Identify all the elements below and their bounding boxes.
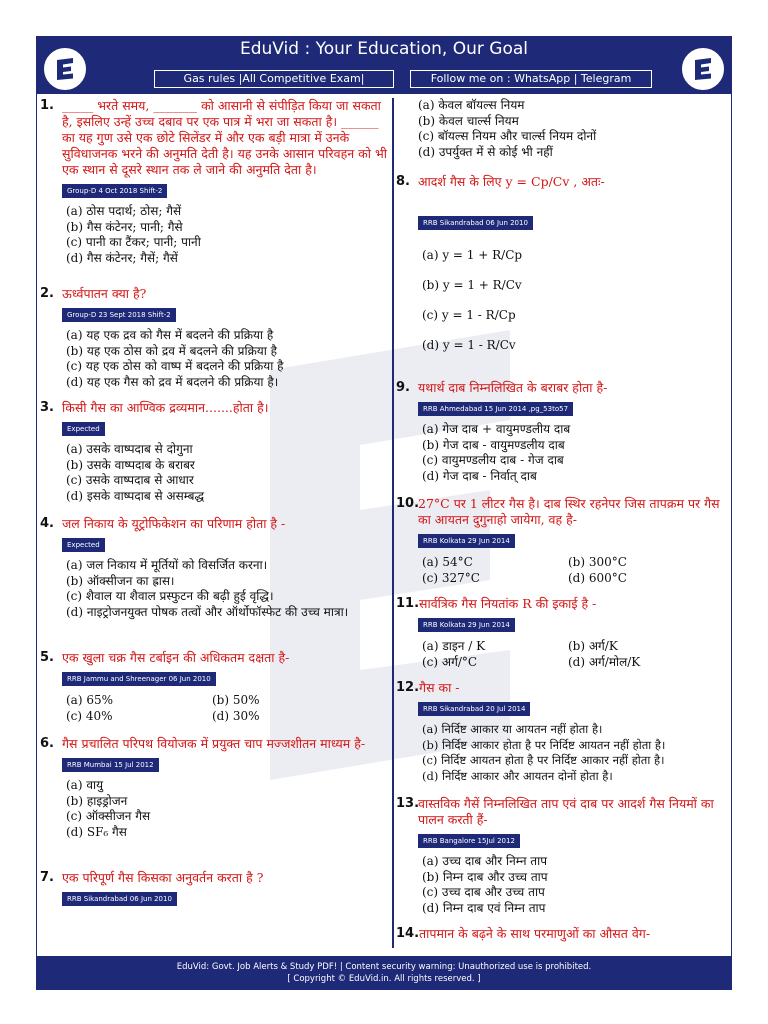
option-d[interactable]: (d) इसके वाष्पदाब से असम्बद्ध — [66, 488, 205, 503]
question-number: 13. — [396, 796, 420, 811]
question-number: 12. — [396, 680, 420, 695]
question-text: आदर्श गैस के लिए y = Cp/Cv , अतः- — [418, 174, 605, 189]
question-number: 2. — [40, 286, 54, 301]
question-5 — [40, 650, 388, 724]
exam-tag: RRB Sikandrabad 06 Jun 2010 — [418, 216, 533, 230]
question-number: 7. — [40, 870, 54, 885]
option-d[interactable]: (d) 600°C — [568, 571, 627, 585]
option-b[interactable]: (b) 50% — [212, 693, 260, 707]
question-number: 3. — [40, 400, 54, 415]
option-c[interactable]: (c) निर्दिष्ट आयतन होता है पर निर्दिष्ट आकार नहीं होता है। — [422, 753, 665, 767]
exam-tag: RRB Sikandrabad 06 Jun 2010 — [62, 892, 177, 906]
question-text: जल निकाय के यूट्रोफिकेशन का परिणाम होता है - — [62, 516, 286, 531]
question-text: वास्तविक गैसें निम्नलिखित ताप एवं दाब पर आदर्श गैस नियमों का पालन करती हैं- — [418, 796, 714, 827]
question-number: 5. — [40, 650, 54, 665]
exam-tag: Expected — [62, 422, 105, 436]
option-d[interactable]: (d) यह एक गैस को द्रव में बदलने की प्रक्रिया है। — [66, 374, 279, 389]
exam-tag: RRB Kolkata 29 Jun 2014 — [418, 534, 515, 548]
option-b[interactable]: (b) निर्दिष्ट आकार होता है पर निर्दिष्ट आयतन नहीं होता है। — [422, 737, 666, 752]
option-a[interactable]: (a) y = 1 + R/Cp — [422, 248, 523, 262]
option-a[interactable]: (a) गेज दाब + वायुमण्डलीय दाब — [422, 422, 571, 436]
option-a[interactable]: (a) 65% — [66, 693, 114, 707]
option-b[interactable]: (b) केवल चार्ल्स नियम — [418, 113, 519, 128]
option-a[interactable]: (a) जल निकाय में मूर्तियों को विसर्जित करना। — [66, 558, 268, 572]
option-b[interactable]: (b) अर्ग/K — [568, 639, 618, 653]
option-a[interactable]: (a) वायु — [66, 778, 104, 792]
option-b[interactable]: (b) उसके वाष्पदाब के बराबर — [66, 457, 195, 472]
question-text: _____ भरते समय, _______ को आसानी से संपीड़ित किया जा सकता है, इसलिए उन्हें उच्च दबाव पर एक पात्र में भरा जा सकता है। ______ का यह गुण उसे एक छोटे सिलेंडर में और एक बड़ी मात्रा में उनके सुविधाजनक भरने की अनुमति देती है। यह उनके आसान परिवहन को भी एक स्थान से दूसरे स्थान तक ले जाने की अनुमति देता है। — [62, 98, 387, 177]
question-3 — [40, 400, 388, 504]
option-b[interactable]: (b) y = 1 + R/Cv — [422, 278, 522, 292]
option-c[interactable]: (c) y = 1 - R/Cp — [422, 308, 516, 322]
option-b[interactable]: (b) निम्न दाब और उच्च ताप — [422, 869, 548, 884]
option-d[interactable]: (d) नाइट्रोजनयुक्त पोषक तत्वों और ऑर्थोफॉस्फेट की उच्च मात्रा। — [66, 604, 349, 619]
option-b[interactable]: (b) ऑक्सीजन का ह्रास। — [66, 573, 175, 588]
question-text: ऊर्ध्वपातन क्या है? — [62, 286, 147, 301]
option-a[interactable]: (a) 54°C — [422, 555, 473, 569]
option-d[interactable]: (d) गेज दाब - निर्वात् दाब — [422, 468, 537, 483]
question-8 — [396, 174, 728, 360]
question-text: एक परिपूर्ण गैस किसका अनुवर्तन करता है ? — [62, 870, 264, 885]
header-topic-chip: Gas rules |All Competitive Exam| — [154, 70, 394, 88]
question-2 — [40, 286, 388, 390]
question-text: गैस प्रचालित परिपथ वियोजक में प्रयुक्त चाप मज्जशीतन माध्यम है- — [62, 736, 366, 751]
option-c[interactable]: (c) 327°C — [422, 571, 480, 585]
question-9 — [396, 380, 728, 484]
option-c[interactable]: (c) अर्ग/°C — [422, 655, 478, 669]
option-d[interactable]: (d) निम्न दाब एवं निम्न ताप — [422, 900, 546, 915]
question-number: 1. — [40, 98, 54, 113]
question-text: किसी गैस का आण्विक द्रव्यमान.......होता है। — [62, 400, 269, 415]
question-7-options — [396, 98, 728, 160]
option-a[interactable]: (a) केवल बॉयल्स नियम — [418, 98, 525, 112]
option-c[interactable]: (c) 40% — [66, 709, 113, 723]
question-4 — [40, 516, 388, 620]
option-d[interactable]: (d) अर्ग/मोल/K — [568, 655, 641, 669]
exam-tag: RRB Kolkata 29 Jun 2014 — [418, 618, 515, 632]
option-a[interactable]: (a) निर्दिष्ट आकार या आयतन नहीं होता है। — [422, 722, 603, 736]
option-a[interactable]: (a) डाइन / K — [422, 639, 486, 653]
question-text: एक खुला चक्र गैस टर्बाइन की अधिकतम दक्षता है- — [62, 650, 290, 665]
eduvid-logo-icon — [53, 57, 77, 81]
header-title: EduVid : Your Education, Our Goal — [239, 39, 528, 59]
exam-tag: RRB Sikandrabad 20 Jul 2014 — [418, 702, 530, 716]
header-social-chip[interactable]: Follow me on : WhatsApp | Telegram — [410, 70, 652, 88]
question-number: 4. — [40, 516, 54, 531]
exam-tag: Group-D 23 Sept 2018 Shift-2 — [62, 308, 176, 322]
question-text: यथार्थ दाब निम्नलिखित के बराबर होता है- — [418, 380, 608, 395]
option-a[interactable]: (a) उसके वाष्पदाब से दोगुना — [66, 442, 193, 456]
question-10 — [396, 496, 728, 586]
column-divider — [392, 98, 394, 948]
exam-tag: RRB Jammu and Shreenager 06 Jun 2010 — [62, 672, 216, 686]
option-b[interactable]: (b) गैस कंटेनर; पानी; गैसे — [66, 219, 183, 234]
page-header — [36, 36, 732, 94]
question-14 — [396, 926, 728, 942]
option-a[interactable]: (a) यह एक द्रव को गैस में बदलने की प्रक्रिया है — [66, 328, 274, 342]
question-text: तापमान के बढ़ने के साथ परमाणुओं का औसत वेग- — [419, 926, 651, 941]
option-c[interactable]: (c) बॉयल्स नियम और चार्ल्स नियम दोनों — [418, 129, 597, 143]
question-12 — [396, 680, 728, 784]
question-number: 11. — [396, 596, 420, 611]
exam-tag: RRB Bangalore 15Jul 2012 — [418, 834, 520, 848]
question-text: सार्वत्रिक गैस नियतांक R की इकाई है - — [419, 596, 597, 611]
exam-tag: RRB Ahmedabad 15 Jun 2014 ,pg_53to57 — [418, 402, 573, 416]
option-d[interactable]: (d) निर्दिष्ट आकार और आयतन दोनों होता है। — [422, 768, 613, 783]
option-d[interactable]: (d) 30% — [212, 709, 260, 723]
option-b[interactable]: (b) यह एक ठोस को द्रव में बदलने की प्रक्रिया है — [66, 343, 278, 358]
eduvid-logo-right — [680, 46, 726, 92]
question-number: 9. — [396, 380, 410, 395]
option-d[interactable]: (d) SF₆ गैस — [66, 824, 127, 839]
option-a[interactable]: (a) ठोस पदार्थ; ठोस; गैसें — [66, 204, 182, 218]
page-footer — [36, 956, 732, 990]
option-d[interactable]: (d) y = 1 - R/Cv — [422, 338, 516, 352]
option-c[interactable]: (c) यह एक ठोस को वाष्प में बदलने की प्रक्रिया है — [66, 359, 284, 373]
option-c[interactable]: (c) उसके वाष्पदाब से आधार — [66, 473, 194, 487]
question-text: गैस का - — [419, 680, 460, 695]
question-13 — [396, 796, 728, 916]
option-a[interactable]: (a) उच्च दाब और निम्न ताप — [422, 854, 548, 868]
eduvid-logo-left — [42, 46, 88, 92]
option-c[interactable]: (c) शैवाल या शैवाल प्रस्फुटन की बढ़ी हुई वृद्धि। — [66, 589, 274, 603]
question-text: 27°C पर 1 लीटर गैस है। दाब स्थिर रहनेपर जिस तापक्रम पर गैस का आयतन दुगुनाहो जायेगा, वह है- — [418, 496, 720, 527]
eduvid-logo-icon — [691, 57, 715, 81]
question-11 — [396, 596, 728, 670]
option-c[interactable]: (c) पानी का टैंकर; पानी; पानी — [66, 235, 201, 249]
footer-copyright: [ Copyright © EduVid.in. All rights reserved. ] — [287, 974, 481, 984]
question-number: 14. — [396, 926, 420, 941]
question-number: 10. — [396, 496, 420, 511]
option-b[interactable]: (b) गेज दाब - वायुमण्डलीय दाब — [422, 437, 565, 452]
option-d[interactable]: (d) उपर्युक्त में से कोई भी नहीं — [418, 144, 553, 159]
option-c[interactable]: (c) ऑक्सीजन गैस — [66, 809, 151, 823]
option-c[interactable]: (c) उच्च दाब और उच्च ताप — [422, 885, 545, 899]
option-d[interactable]: (d) गैस कंटेनर; गैसें; गैसें — [66, 250, 178, 265]
exam-tag: Expected — [62, 538, 105, 552]
question-1 — [40, 98, 388, 266]
question-number: 8. — [396, 174, 410, 189]
question-6 — [40, 736, 388, 840]
exam-tag: RRB Mumbai 15 Jul 2012 — [62, 758, 159, 772]
option-b[interactable]: (b) 300°C — [568, 555, 627, 569]
exam-tag: Group-D 4 Oct 2018 Shift-2 — [62, 184, 167, 198]
question-7 — [40, 870, 388, 906]
question-number: 6. — [40, 736, 54, 751]
footer-notice: EduVid: Govt. Job Alerts & Study PDF! | Content security warning: Unauthorized use is prohibited. — [176, 962, 592, 972]
option-b[interactable]: (b) हाइड्रोजन — [66, 793, 128, 808]
option-c[interactable]: (c) वायुमण्डलीय दाब - गेज दाब — [422, 453, 564, 467]
